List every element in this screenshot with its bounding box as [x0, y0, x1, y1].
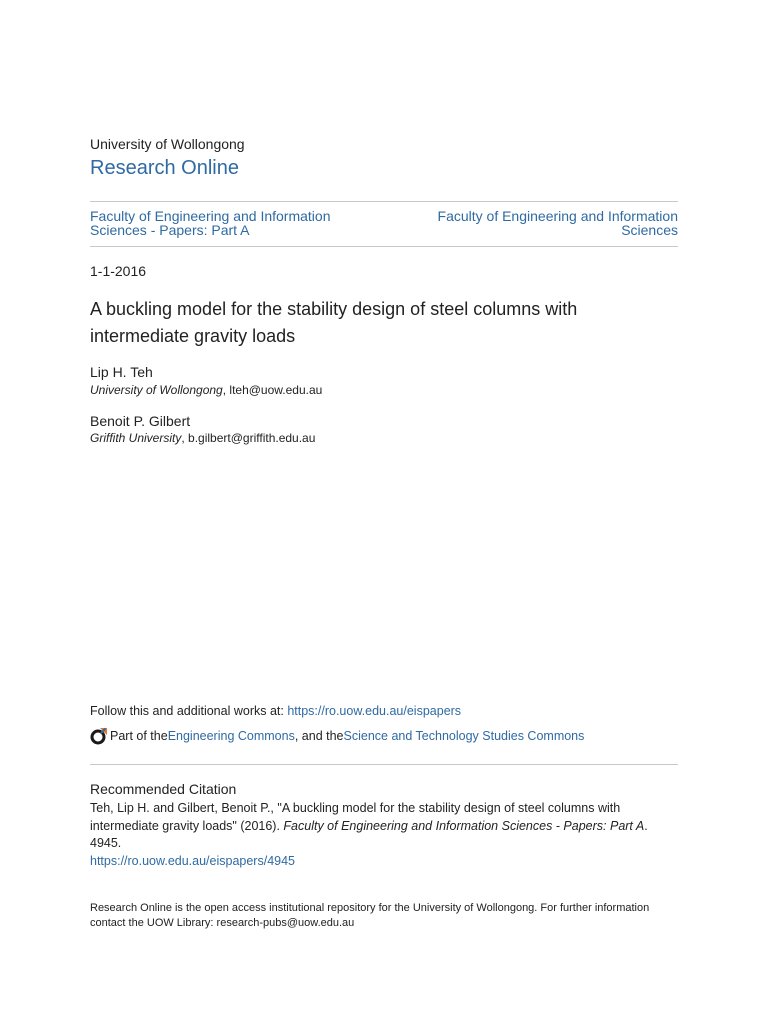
citation-number: . 4945.	[90, 818, 648, 850]
eispapers-link[interactable]: https://ro.uow.edu.au/eispapers	[287, 704, 462, 718]
bepress-commons-icon	[90, 727, 108, 745]
series-link-part-a[interactable]: Faculty of Engineering and Information Sciences - Papers: Part A	[90, 208, 331, 238]
research-online-link[interactable]: Research Online	[90, 157, 239, 179]
sts-commons-link[interactable]: Science and Technology Studies Commons	[343, 729, 585, 743]
author-email: , b.gilbert@griffith.edu.au	[181, 431, 316, 445]
divider-top	[90, 201, 678, 202]
follow-prefix: Follow this and additional works at:	[90, 704, 288, 718]
affiliation-name: Griffith University	[90, 431, 182, 445]
author-email: , lteh@uow.edu.au	[222, 383, 323, 397]
recommended-citation-heading: Recommended Citation	[90, 781, 237, 797]
divider-series	[90, 246, 678, 247]
citation-url-link[interactable]: https://ro.uow.edu.au/eispapers/4945	[90, 853, 296, 868]
author-affiliation	[90, 431, 315, 445]
publication-date: 1-1-2016	[90, 263, 147, 279]
author-name: Benoit P. Gilbert	[90, 413, 191, 429]
engineering-commons-link[interactable]: Engineering Commons	[167, 729, 295, 743]
part-of-prefix: Part of the	[110, 729, 168, 743]
footer-note: Research Online is the open access institutional repository for the University of Wollongong. For further information contact the UOW Library: research-pubs@uow.edu.au	[90, 902, 650, 929]
cover-page	[90, 0, 678, 1024]
part-of-middle: , and the	[294, 729, 344, 743]
citation-journal: Faculty of Engineering and Information Sciences - Papers: Part A	[283, 818, 645, 833]
author-name: Lip H. Teh	[90, 364, 153, 380]
series-link-faculty[interactable]: Faculty of Engineering and Information Sciences	[437, 208, 678, 238]
paper-title: A buckling model for the stability design of steel columns with intermediate gravity loads	[90, 299, 578, 346]
affiliation-name: University of Wollongong	[90, 383, 223, 397]
author-affiliation	[90, 383, 322, 397]
follow-line	[90, 704, 461, 718]
part-of-line	[90, 727, 584, 745]
citation-text	[90, 800, 678, 870]
citation-body: Teh, Lip H. and Gilbert, Benoit P., "A buckling model for the stability design of steel columns with intermediate gravity loads" (2016).	[90, 801, 621, 833]
university-name: University of Wollongong	[90, 136, 245, 152]
divider-citation	[90, 764, 678, 765]
